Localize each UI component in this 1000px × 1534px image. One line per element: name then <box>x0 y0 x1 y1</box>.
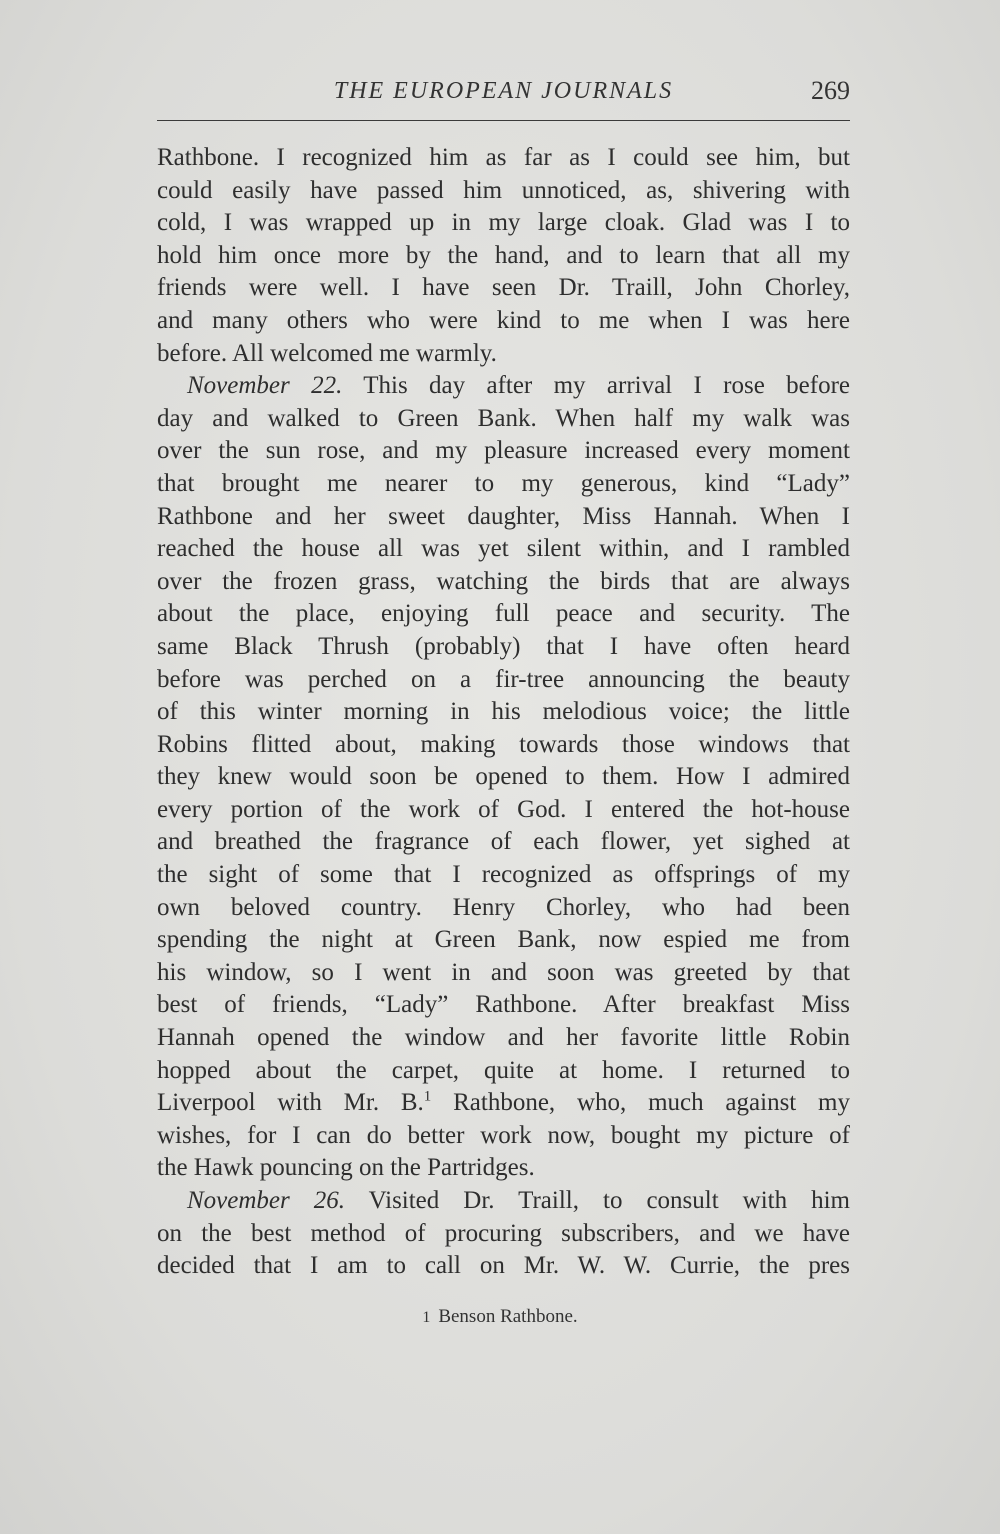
text-line: reached the house all was yet silent within, and I rambled <box>157 535 850 563</box>
text-line: before. All welcomed me warmly. <box>157 339 497 367</box>
text-line: spending the night at Green Bank, now espied me from <box>157 926 850 954</box>
text-line: best of friends, “Lady” Rathbone. After breakfast Miss <box>157 991 850 1019</box>
body-text <box>157 142 850 1283</box>
text-line: Robins flitted about, making towards those windows that <box>157 730 850 758</box>
text-line: could easily have passed him unnoticed, as, shivering with <box>157 176 850 204</box>
footnote-reference: 1 <box>423 1088 432 1105</box>
text-line: hold him once more by the hand, and to learn that all my <box>157 241 850 269</box>
text-line: Liverpool with Mr. B.$^1$ Rathbone, who, much against my <box>157 1088 850 1117</box>
text-line: and many others who were kind to me when I was here <box>157 306 850 334</box>
text-line: hopped about the carpet, quite at home. I returned to <box>157 1056 850 1084</box>
text-line: before was perched on a fir-tree announcing the beauty <box>157 665 850 693</box>
text-line: that brought me nearer to my generous, kind “Lady” <box>157 469 850 497</box>
text-line: November 22. This day after my arrival I rose before <box>187 372 850 400</box>
text-line: Hannah opened the window and her favorite little Robin <box>157 1024 850 1052</box>
text-line: the Hawk pouncing on the Partridges. <box>157 1154 535 1182</box>
text-line: every portion of the work of God. I entered the hot-house <box>157 795 850 823</box>
text-line: cold, I was wrapped up in my large cloak. Glad was I to <box>157 209 850 237</box>
text-line: they knew would soon be opened to them. How I admired <box>157 763 850 791</box>
text-line: on the best method of procuring subscribers, and we have <box>157 1219 850 1247</box>
running-head: THE EUROPEAN JOURNALS <box>333 78 674 104</box>
page-number: 269 <box>811 76 850 105</box>
text-line: his window, so I went in and soon was greeted by that <box>157 958 850 986</box>
page-header <box>157 74 850 121</box>
text-line: day and walked to Green Bank. When half my walk was <box>157 404 850 432</box>
text-line: and breathed the fragrance of each flower, yet sighed at <box>157 828 850 856</box>
text-line: Rathbone and her sweet daughter, Miss Hannah. When I <box>157 502 850 530</box>
text-line: decided that I am to call on Mr. W. W. Currie, the pres <box>157 1252 850 1280</box>
text-line: wishes, for I can do better work now, bought my picture of <box>157 1121 850 1149</box>
text-line: friends were well. I have seen Dr. Traill, John Chorley, <box>157 274 850 302</box>
footnote-text: Benson Rathbone. <box>438 1306 578 1327</box>
footnote-number: 1 <box>422 1309 431 1326</box>
text-line: November 26. Visited Dr. Traill, to consult with him <box>187 1187 851 1214</box>
text-line: Rathbone. I recognized him as far as I could see him, but <box>157 144 850 171</box>
text-line: over the frozen grass, watching the birds that are always <box>157 567 850 595</box>
text-line: of this winter morning in his melodious voice; the little <box>157 698 850 726</box>
journal-date: November 26. <box>187 1187 346 1214</box>
text-line: over the sun rose, and my pleasure increased every moment <box>157 437 850 465</box>
footnote <box>0 1306 1000 1328</box>
text-line: the sight of some that I recognized as offsprings of my <box>157 861 850 889</box>
journal-date: November 22. <box>187 372 343 400</box>
text-line: own beloved country. Henry Chorley, who had been <box>157 893 850 921</box>
text-line: about the place, enjoying full peace and security. The <box>157 600 850 628</box>
text-line: same Black Thrush (probably) that I have often heard <box>157 632 850 660</box>
